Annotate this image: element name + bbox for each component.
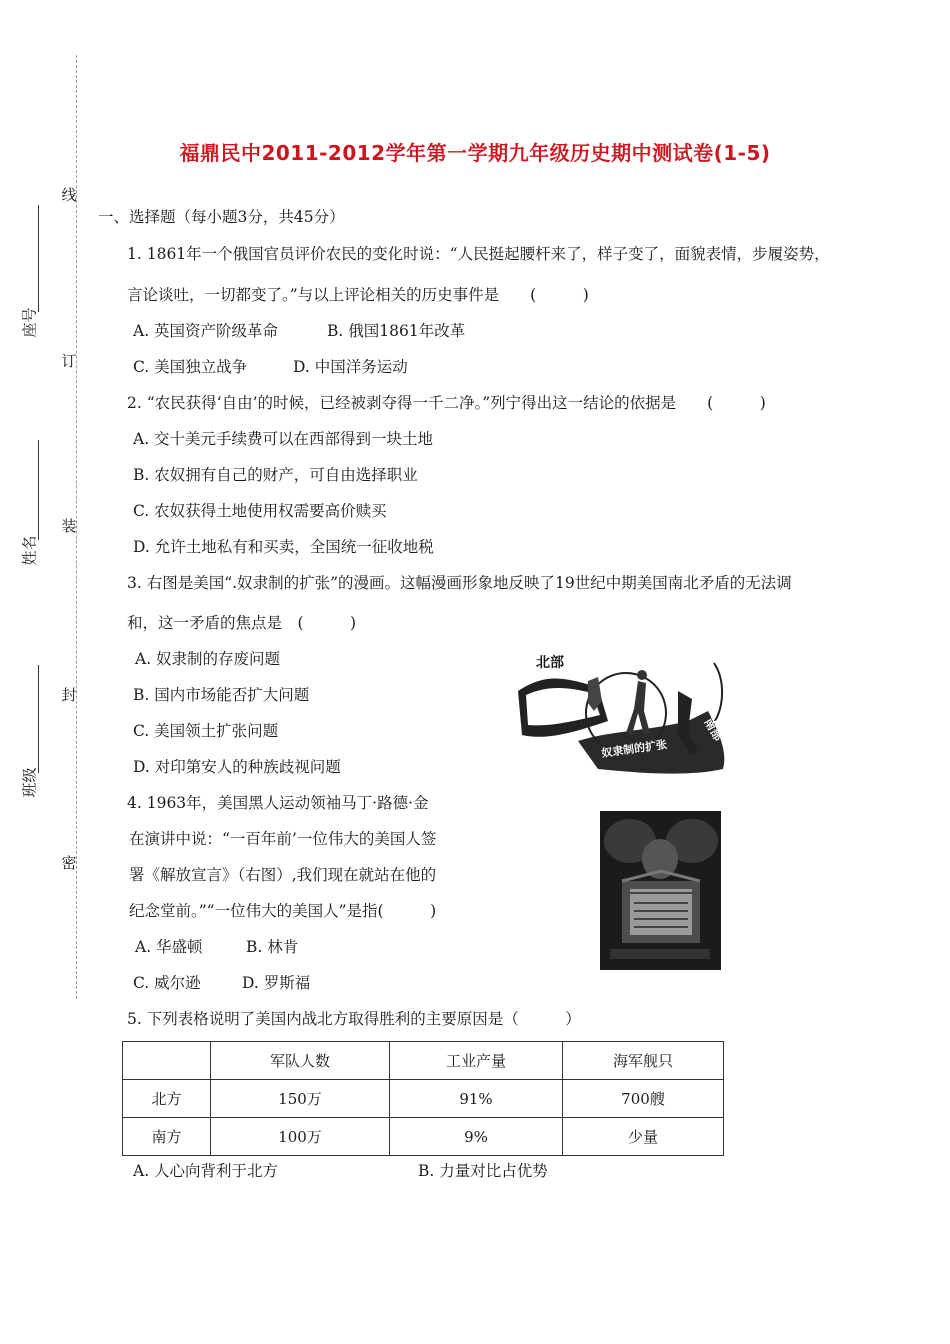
table-cell: 100万 xyxy=(211,1118,390,1156)
civil-war-comparison-table xyxy=(122,1041,724,1156)
cartoon-label-south: 南部 xyxy=(701,715,726,744)
table-row xyxy=(123,1118,724,1156)
table-cell: 9% xyxy=(390,1118,563,1156)
table-cell: 91% xyxy=(390,1080,563,1118)
q4-option-b[interactable]: B. 林肯 xyxy=(246,938,299,956)
q1-option-a[interactable]: A. 英国资产阶级革命 xyxy=(133,322,279,340)
name-blank[interactable] xyxy=(38,440,39,540)
table-cell: 少量 xyxy=(563,1118,724,1156)
table-header-cell xyxy=(123,1042,211,1080)
q2-stem: 2. “农民获得‘自由’的时候，已经被剥夺得一千二净。”列宁得出这一结论的依据是 ( ) xyxy=(127,394,766,412)
q5-stem: 5. 下列表格说明了美国内战北方取得胜利的主要原因是（ ） xyxy=(127,1010,581,1028)
exam-title: 福鼎民中2011-2012学年第一学期九年级历史期中测试卷(1-5) xyxy=(179,141,771,165)
table-header-cell: 军队人数 xyxy=(211,1042,390,1080)
q4-option-c[interactable]: C. 威尔逊 xyxy=(133,974,201,992)
table-header-cell: 工业产量 xyxy=(390,1042,563,1080)
q3-stem-line1: 3. 右图是美国“.奴隶制的扩张”的漫画。这幅漫画形象地反映了19世纪中期美国南北矛盾的无法调 xyxy=(127,574,792,592)
table-cell: 北方 xyxy=(123,1080,211,1118)
q2-option-d[interactable]: D. 允许土地私有和买卖，全国统一征收地税 xyxy=(133,538,434,556)
table-cell: 150万 xyxy=(211,1080,390,1118)
table-row xyxy=(123,1080,724,1118)
q1-option-c[interactable]: C. 美国独立战争 xyxy=(133,358,248,376)
q3-option-a[interactable]: A. 奴隶制的存废问题 xyxy=(135,650,281,668)
q2-option-b[interactable]: B. 农奴拥有自己的财产，可自由选择职业 xyxy=(133,466,418,484)
name-label: 姓名 xyxy=(20,535,39,566)
cartoon-label-north: 北部 xyxy=(536,655,564,671)
cartoon-label-west: 西部 xyxy=(556,738,584,765)
margin-mark-zhuang: 装 xyxy=(61,517,77,535)
margin-mark-mi: 密 xyxy=(61,854,77,872)
table-header-row xyxy=(123,1042,724,1080)
seat-label: 座号 xyxy=(20,307,39,338)
slavery-expansion-cartoon xyxy=(518,651,730,781)
q2-option-c[interactable]: C. 农奴获得土地使用权需要高价赎买 xyxy=(133,502,387,520)
margin-mark-ding: 订 xyxy=(61,352,77,370)
q4-stem-line1: 4. 1963年，美国黑人运动领袖马丁·路德·金 xyxy=(127,794,429,812)
q1-option-d[interactable]: D. 中国洋务运动 xyxy=(293,358,408,376)
class-blank[interactable] xyxy=(38,665,39,773)
table-cell: 700艘 xyxy=(563,1080,724,1118)
q3-stem-line2: 和，这一矛盾的焦点是 ( ) xyxy=(127,614,357,632)
q3-option-b[interactable]: B. 国内市场能否扩大问题 xyxy=(133,686,310,704)
section-heading: 一、选择题（每小题3分，共45分） xyxy=(98,208,345,226)
q4-stem-line2: 在演讲中说：“一百年前’一位伟大的美国人签 xyxy=(129,830,437,848)
q1-option-b[interactable]: B. 俄国1861年改革 xyxy=(327,322,466,340)
table-header-cell: 海军舰只 xyxy=(563,1042,724,1080)
q3-option-d[interactable]: D. 对印第安人的种族歧视问题 xyxy=(133,758,341,776)
margin-mark-xian: 线 xyxy=(61,186,77,204)
margin-mark-feng: 封 xyxy=(61,686,77,704)
q4-stem-line3: 署《解放宣言》（右图）,我们现在就站在他的 xyxy=(129,866,437,884)
emancipation-proclamation-image xyxy=(600,811,721,970)
q3-option-c[interactable]: C. 美国领土扩张问题 xyxy=(133,722,279,740)
q4-stem-line4: 纪念堂前。”“一位伟大的美国人”是指( ) xyxy=(129,902,437,920)
q2-option-a[interactable]: A. 交十美元手续费可以在西部得到一块土地 xyxy=(133,430,434,448)
q1-stem-line2: 言论谈吐，一切都变了。”与以上评论相关的历史事件是 ( ) xyxy=(127,286,589,304)
q5-option-a[interactable]: A. 人心向背利于北方 xyxy=(133,1162,279,1180)
table-cell: 南方 xyxy=(123,1118,211,1156)
class-label: 班级 xyxy=(20,767,39,798)
q4-option-a[interactable]: A. 华盛顿 xyxy=(135,938,203,956)
seat-blank[interactable] xyxy=(38,205,39,312)
q4-option-d[interactable]: D. 罗斯福 xyxy=(242,974,311,992)
cartoon-caption: 奴隶制的扩张 xyxy=(600,737,668,760)
q1-stem-line1: 1. 1861年一个俄国官员评价农民的变化时说：“人民挺起腰杆来了，样子变了，面貌表情，步履姿势， xyxy=(127,245,830,263)
q5-option-b[interactable]: B. 力量对比占优势 xyxy=(418,1162,548,1180)
